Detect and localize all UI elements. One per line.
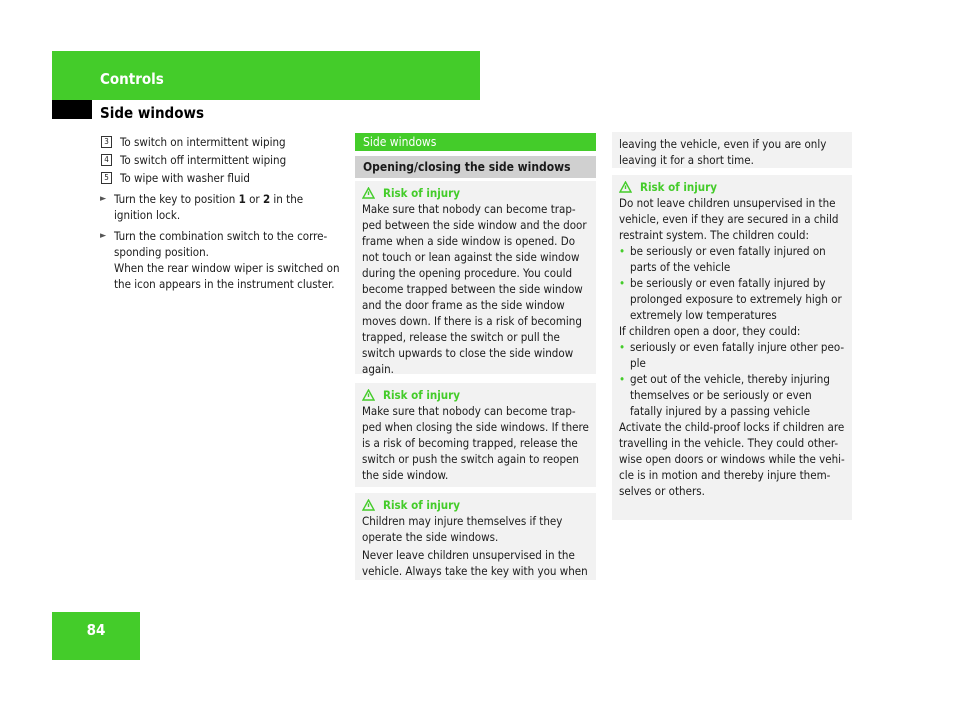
subsection-heading: Opening/closing the side windows xyxy=(355,156,596,178)
warning-text: Never leave children unsupervised in the vehicle. Always take the key with you when xyxy=(362,548,588,578)
bullet-icon: • xyxy=(619,372,626,386)
section-label: Controls xyxy=(100,70,164,88)
bullet-icon: • xyxy=(619,244,626,258)
warning-triangle-icon xyxy=(362,389,375,401)
instruction-step xyxy=(100,191,344,223)
warning-text: If children open a door, they could: xyxy=(619,324,801,338)
section-heading: Side windows xyxy=(355,133,596,151)
warning-box xyxy=(355,383,596,487)
bullet-list xyxy=(619,243,846,323)
bullet-list xyxy=(619,339,846,419)
warning-text: Make sure that nobody can become trap-ped between the side window and the door frame when a side window is opened. Do not touch or lean against the side window during the opening procedure. You could become trapped between the side window and the door frame as the side window moves down. If there is a risk of becoming trapped, release the switch or pull the switch upwards to close the side window again. xyxy=(362,202,587,376)
warning-text: leaving the vehicle, even if you are only leaving it for a short time. xyxy=(619,137,827,167)
warning-triangle-icon xyxy=(619,181,632,193)
warning-text: Activate the child-proof locks if children are travelling in the vehicle. They could other-wise open doors or windows while the vehi-cle is in motion and thereby injure them-selves or others. xyxy=(619,420,845,498)
instruction-step xyxy=(100,228,344,292)
warning-text: Children may injure themselves if they operate the side windows. xyxy=(362,514,563,544)
instruction-text: Turn the key to position 1 or 2 in the ignition lock. xyxy=(114,192,304,222)
list-item-text: To wipe with washer fluid xyxy=(120,171,250,185)
warning-heading: Risk of injury xyxy=(362,497,590,513)
warning-box xyxy=(355,181,596,374)
warning-heading: Risk of injury xyxy=(362,387,590,403)
warning-triangle-icon xyxy=(362,187,375,199)
bullet-icon: • xyxy=(619,340,626,354)
list-item: • be seriously or even fatally injured by prolonged exposure to extremely high or extremely low temperatures xyxy=(619,276,842,322)
callout-number: 5 xyxy=(101,172,112,184)
warning-triangle-icon xyxy=(362,499,375,511)
warning-heading: Risk of injury xyxy=(619,179,846,195)
arrow-right-icon: ► xyxy=(100,194,107,204)
bullet-icon: • xyxy=(619,276,626,290)
list-item: • be seriously or even fatally injured on parts of the vehicle xyxy=(619,244,826,274)
instruction-text: Turn the combination switch to the corre-sponding position. When the rear window wiper is switched on the icon appears in the instrument cluster. xyxy=(114,229,340,291)
list-item-text: To switch on intermittent wiping xyxy=(120,135,286,149)
warning-box xyxy=(612,175,852,520)
list-item: • seriously or even fatally injure other peo-ple xyxy=(619,340,845,370)
callout-number: 3 xyxy=(101,136,112,148)
callout-number: 4 xyxy=(101,154,112,166)
warning-text: Make sure that nobody can become trap-ped when closing the side windows. If there is a risk of becoming trapped, release the switch or push the switch again to reopen the side window. xyxy=(362,404,589,482)
header-tab-marker xyxy=(52,100,92,119)
arrow-right-icon: ► xyxy=(100,231,107,241)
warning-text: Do not leave children unsupervised in the vehicle, even if they are secured in a child restraint system. The children could: xyxy=(619,196,839,242)
warning-box-continued xyxy=(612,132,852,168)
list-item xyxy=(100,134,344,150)
list-item xyxy=(100,152,344,168)
list-item xyxy=(100,170,344,186)
list-item-text: To switch off intermittent wiping xyxy=(120,153,287,167)
column-1 xyxy=(100,134,344,292)
list-item: • get out of the vehicle, thereby injuring themselves or be seriously or even fatally injured by a passing vehicle xyxy=(619,372,830,418)
warning-heading: Risk of injury xyxy=(362,185,590,201)
page-title: Side windows xyxy=(100,104,204,122)
page-number: 84 xyxy=(52,612,140,660)
warning-box xyxy=(355,493,596,580)
